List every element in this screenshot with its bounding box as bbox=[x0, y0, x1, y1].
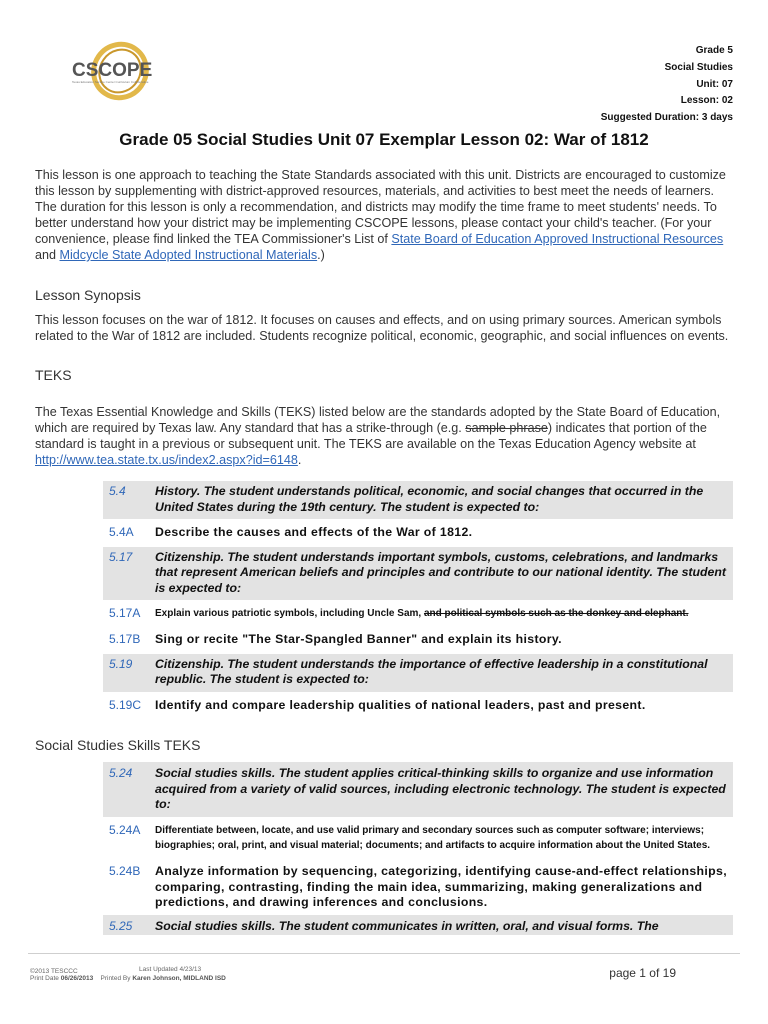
teks-row bbox=[103, 547, 733, 601]
intro-end: .) bbox=[317, 248, 325, 262]
teks-code: 5.4 bbox=[109, 484, 126, 498]
footer-print-info bbox=[30, 975, 226, 982]
page-number: page 1 of 19 bbox=[609, 966, 676, 980]
footer-updated: Last Updated 4/23/13 bbox=[139, 966, 202, 973]
teks-description: Citizenship. The student understands important symbols, customs, celebrations, and landmarks that represent American beliefs and principles and contribute to our national identity. The student is expected to: bbox=[155, 549, 726, 595]
teks-row bbox=[103, 481, 733, 519]
print-date: 06/26/2013 bbox=[60, 975, 94, 982]
strike-sample: sample phrase bbox=[465, 421, 548, 435]
skills-description: Analyze information by sequencing, categorizing, identifying cause-and-effect relationships, comparing, contrasting, finding the main idea, summarizing, making generalizations and predictions, and drawing inferences and conclusions. bbox=[155, 864, 727, 910]
teks-code: 5.19 bbox=[109, 656, 133, 671]
skills-description: Social studies skills. The student applies critical-thinking skills to organize and use information acquired from a variety of valid sources, including electronic technology. The student is expected to: bbox=[155, 766, 726, 811]
teks-intro-text-2: ) indicates that portion of the standard is taught in a previous or subsequent unit. The TEKS are available on the Texas Education Agency website at bbox=[35, 421, 707, 451]
teks-row bbox=[103, 600, 733, 628]
page-title: Grade 05 Social Studies Unit 07 Exemplar Lesson 02: War of 1812 bbox=[119, 130, 649, 149]
teks-row bbox=[103, 519, 733, 547]
logo-tagline: Texas Education Service Center Curriculum Collaborative bbox=[72, 80, 149, 84]
teks-description: Identify and compare leadership qualities of national leaders, past and present. bbox=[155, 697, 646, 712]
synopsis-heading: Lesson Synopsis bbox=[35, 287, 141, 303]
teks-code: 5.17B bbox=[109, 632, 141, 646]
skills-description: Differentiate between, locate, and use valid primary and secondary sources such as computer software; interviews; biographies; oral, print, and visual material; documents; and artifacts to acquire information about the United States. bbox=[155, 824, 711, 851]
skills-description: Social studies skills. The student communicates in written, oral, and visual forms. The bbox=[155, 918, 659, 933]
teks-description: Sing or recite "The Star-Spangled Banner" and explain its history. bbox=[155, 632, 562, 646]
teks-row bbox=[103, 654, 733, 692]
teks-description bbox=[155, 606, 733, 622]
sboe-resources-link[interactable]: State Board of Education Approved Instructional Resources bbox=[391, 232, 724, 246]
teks-code: 5.17 bbox=[109, 549, 133, 564]
printed-by-label: Printed By bbox=[100, 975, 131, 982]
intro-and: and bbox=[35, 248, 60, 262]
teks-intro-paragraph bbox=[35, 404, 735, 468]
skills-code: 5.24A bbox=[109, 822, 141, 837]
intro-paragraph bbox=[35, 167, 735, 263]
skills-list bbox=[103, 762, 733, 935]
skills-code: 5.24B bbox=[109, 864, 141, 879]
tea-website-link[interactable]: http://www.tea.state.tx.us/index2.aspx?id=6148 bbox=[35, 453, 298, 467]
footer-divider bbox=[28, 953, 740, 954]
teks-intro-end: . bbox=[297, 453, 302, 467]
cscope-logo-graphic bbox=[70, 40, 170, 102]
skills-row bbox=[103, 817, 733, 860]
synopsis-text: This lesson focuses on the war of 1812. It focuses on causes and effects, and on using primary sources. American symbols related to the War of 1812 are included. Students recognize political, economic, geographic, and social influences on events. bbox=[35, 313, 729, 343]
skills-heading: Social Studies Skills TEKS bbox=[35, 737, 201, 753]
logo-text: CSCOPE bbox=[72, 60, 153, 81]
meta-duration: Suggested Duration: 3 days bbox=[600, 112, 733, 124]
intro-text: This lesson is one approach to teaching the State Standards associated with this unit. Districts are encouraged to customize this lesson by supplementing with district-approved resources, materials, and activities to best meet the needs of learners. The duration for this lesson is only a recommendation, and districts may modify the time frame to meet students' needs. To better understand how your district may be implementing CSCOPE lessons, please contact your child's teacher. (For your convenience, please find linked the TEA Commissioner's List of bbox=[35, 168, 726, 246]
skills-row bbox=[103, 762, 733, 817]
teks-description: Citizenship. The student understands the importance of effective leadership in a constitutional republic. The student is expected to: bbox=[155, 656, 708, 686]
teks-row bbox=[103, 692, 733, 720]
meta-grade: Grade 5 bbox=[695, 45, 733, 56]
teks-code: 5.17A bbox=[109, 606, 141, 620]
teks-intro-text: The Texas Essential Knowledge and Skills (TEKS) listed below are the standards adopted by the State Board of Education, which are required by Texas law. Any standard that has a strike-through (e.g. bbox=[35, 405, 721, 435]
skills-code: 5.24 bbox=[109, 766, 133, 780]
meta-subject: Social Studies bbox=[664, 61, 733, 73]
teks-text: Explain various patriotic symbols, including Uncle Sam, bbox=[155, 608, 424, 619]
teks-description: Describe the causes and effects of the War of 1812. bbox=[155, 525, 473, 539]
printed-by: Karen Johnson, MIDLAND ISD bbox=[132, 975, 226, 982]
lesson-meta bbox=[601, 43, 733, 127]
footer-copyright: ©2013 TESCCC bbox=[30, 968, 78, 975]
teks-strike-text: and political symbols such as the donkey and elephant. bbox=[423, 608, 689, 619]
teks-code: 5.19C bbox=[109, 697, 142, 712]
midcycle-materials-link[interactable]: Midcycle State Adopted Instructional Materials bbox=[59, 248, 318, 262]
teks-code: 5.4A bbox=[109, 525, 134, 539]
skills-code: 5.25 bbox=[109, 918, 133, 933]
meta-lesson: Lesson: 02 bbox=[680, 95, 733, 107]
meta-unit: Unit: 07 bbox=[696, 78, 733, 90]
teks-row bbox=[103, 628, 733, 654]
cscope-logo bbox=[70, 40, 170, 102]
skills-row bbox=[103, 859, 733, 915]
teks-heading: TEKS bbox=[35, 367, 72, 383]
skills-row bbox=[103, 915, 733, 935]
print-date-label: Print Date bbox=[30, 975, 59, 982]
teks-list bbox=[103, 481, 733, 719]
teks-description: History. The student understands political, economic, and social changes that occurred in the United States during the 19th century. The student is expected to: bbox=[155, 484, 704, 514]
